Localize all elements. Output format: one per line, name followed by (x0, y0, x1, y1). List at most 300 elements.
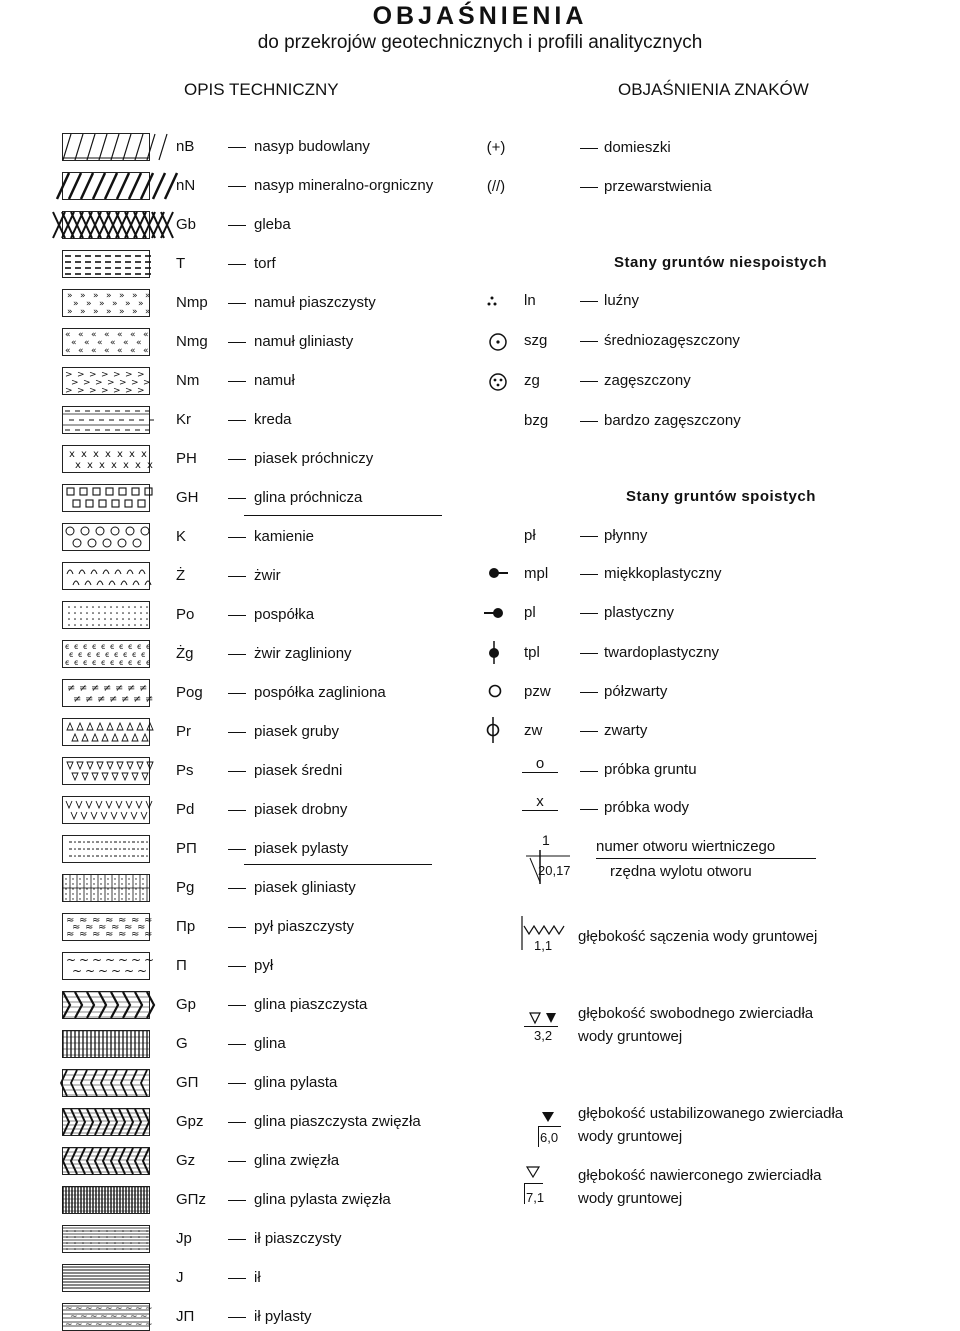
dash (228, 810, 246, 811)
svg-text:~: ~ (111, 964, 122, 978)
svg-text:~: ~ (110, 1312, 118, 1322)
svg-text:~: ~ (80, 1312, 88, 1322)
svg-text:≈: ≈ (79, 929, 88, 940)
soil-pattern-swatch (62, 913, 153, 941)
dash (228, 849, 246, 850)
svg-text:x: x (135, 460, 141, 471)
svg-text:x: x (147, 460, 153, 471)
svg-text:>: > (143, 378, 151, 388)
drilled-water-label-2: wody gruntowej (578, 1190, 683, 1207)
svg-text:>: > (95, 378, 103, 388)
svg-text:>: > (101, 386, 109, 396)
svg-text:«: « (117, 330, 123, 340)
sample-line (522, 810, 558, 811)
state-code: mpl (524, 565, 549, 582)
svg-text:≈: ≈ (124, 922, 133, 933)
svg-text:~: ~ (95, 1304, 103, 1314)
soil-pattern-swatch (62, 445, 153, 473)
dash (228, 654, 246, 655)
soil-description: piasek drobny (254, 801, 348, 818)
free-water-depth: 3,2 (534, 1028, 553, 1043)
svg-text:x: x (123, 460, 129, 471)
svg-text:~: ~ (144, 953, 155, 967)
svg-text:≠: ≠ (79, 683, 88, 694)
cohesive-states-heading: Stany gruntów spoistych (626, 488, 816, 505)
stabilized-water-label-2: wody gruntowej (578, 1128, 683, 1145)
dash (580, 771, 598, 772)
svg-text:x: x (69, 449, 75, 460)
divider (244, 515, 442, 516)
svg-text:x: x (129, 449, 135, 460)
soil-pattern-swatch (62, 640, 150, 668)
borehole-elevation: 20,17 (538, 863, 571, 878)
dash (228, 576, 246, 577)
soil-code: Gp (176, 996, 197, 1013)
soil-pattern-swatch (62, 757, 150, 785)
dash (580, 809, 598, 810)
soil-pattern-swatch (62, 211, 150, 239)
state-code: zg (524, 372, 540, 389)
dash (228, 1161, 246, 1162)
soil-pattern-swatch (62, 328, 150, 356)
state-code: bzg (524, 412, 549, 429)
dash (228, 420, 246, 421)
soil-code: Π (176, 957, 187, 974)
dash (228, 693, 246, 694)
svg-text:«: « (104, 330, 110, 340)
state-code: szg (524, 332, 548, 349)
svg-text:~: ~ (92, 953, 103, 967)
page-subtitle: do przekrojów geotechnicznych i profili analitycznych (257, 32, 703, 53)
svg-text:»: » (119, 307, 125, 317)
svg-text:≈: ≈ (66, 915, 75, 926)
svg-text:є: є (141, 650, 146, 659)
soil-code: Gpz (176, 1113, 204, 1130)
soil-pattern-swatch (62, 1186, 150, 1214)
svg-text:»: » (67, 307, 73, 317)
svg-text:є: є (87, 650, 92, 659)
water-sample-mark: x (536, 793, 544, 810)
svg-text:~: ~ (70, 1312, 78, 1322)
dash (228, 537, 246, 538)
dash (580, 381, 598, 382)
seepage-label: głębokość sączenia wody gruntowej (578, 928, 818, 945)
svg-text:>: > (101, 370, 109, 380)
svg-text:~: ~ (75, 1304, 83, 1314)
svg-text:»: » (132, 307, 138, 317)
dash (228, 615, 246, 616)
svg-text:«: « (136, 338, 142, 348)
soil-pattern-swatch (62, 484, 150, 512)
svg-text:є: є (101, 642, 106, 651)
soil-description: nasyp mineralno-orgniczny (254, 177, 434, 194)
soil-pattern-swatch (62, 289, 150, 317)
svg-text:≈: ≈ (137, 922, 146, 933)
state-desc: twardoplastyczny (604, 644, 720, 661)
dash (580, 574, 598, 575)
svg-text:≈: ≈ (144, 929, 153, 940)
soil-pattern-swatch (62, 835, 150, 863)
svg-text:»: » (112, 299, 118, 309)
dash (580, 731, 598, 732)
soil-pattern-swatch (62, 991, 150, 1019)
soil-code: Gb (176, 216, 197, 233)
svg-text:»: » (119, 291, 125, 301)
soil-code: GH (176, 489, 199, 506)
svg-text:x: x (75, 460, 81, 471)
soil-description: glina zwięzła (254, 1152, 340, 1169)
svg-text:«: « (78, 346, 84, 356)
svg-text:>: > (137, 370, 145, 380)
svg-text:~: ~ (135, 1320, 143, 1330)
svg-text:>: > (113, 386, 121, 396)
svg-text:«: « (130, 346, 136, 356)
soil-code: T (176, 255, 186, 272)
svg-text:»: » (80, 291, 86, 301)
svg-text:є: є (128, 658, 133, 667)
soil-code: PH (176, 450, 197, 467)
state-code: zw (524, 722, 543, 739)
dot-tail-top-icon (486, 640, 502, 671)
svg-text:є: є (78, 650, 83, 659)
soil-description: piasek pylasty (254, 840, 349, 857)
soil-pattern-swatch (62, 406, 150, 434)
dash (228, 732, 246, 733)
svg-text:≈: ≈ (105, 915, 114, 926)
svg-text:x: x (87, 460, 93, 471)
state-code: ln (524, 292, 536, 309)
dash (228, 888, 246, 889)
soil-code: JΠ (176, 1308, 195, 1325)
soil-code: Nmg (176, 333, 208, 350)
svg-text:>: > (77, 370, 85, 380)
dash (228, 1005, 246, 1006)
svg-text:«: « (91, 330, 97, 340)
svg-text:x: x (141, 449, 147, 460)
svg-text:»: » (80, 307, 86, 317)
dash (228, 1044, 246, 1045)
svg-text:~: ~ (85, 964, 96, 978)
svg-text:x: x (99, 460, 105, 471)
svg-text:~: ~ (131, 953, 142, 967)
circle-dots-icon (488, 372, 508, 397)
soil-code: Kr (176, 411, 191, 428)
header-technical-description: OPIS TECHNICZNY (184, 80, 339, 99)
svg-text:»: » (125, 299, 131, 309)
state-code: pł (524, 527, 536, 544)
svg-text:є: є (92, 642, 97, 651)
svg-text:є: є (101, 658, 106, 667)
soil-pattern-swatch (62, 1147, 150, 1175)
svg-text:є: є (83, 642, 88, 651)
dash (228, 1239, 246, 1240)
svg-text:є: є (123, 650, 128, 659)
svg-text:»: » (99, 299, 105, 309)
soil-code: PΠ (176, 840, 197, 857)
interlayer-label: przewarstwienia (604, 178, 712, 195)
svg-text:≈: ≈ (105, 929, 114, 940)
water-sample-label: próbka wody (604, 799, 690, 816)
soil-description: piasek średni (254, 762, 343, 779)
svg-text:«: « (84, 338, 90, 348)
svg-text:>: > (89, 370, 97, 380)
soil-code: GΠz (176, 1191, 206, 1208)
svg-text:~: ~ (118, 953, 129, 967)
svg-text:≠: ≠ (85, 694, 94, 705)
svg-text:є: є (132, 650, 137, 659)
page-title: OBJAŚNIENIA (372, 2, 588, 30)
svg-text:~: ~ (98, 964, 109, 978)
svg-text:x: x (105, 449, 111, 460)
dash (228, 771, 246, 772)
svg-text:»: » (145, 291, 151, 301)
svg-text:≈: ≈ (131, 929, 140, 940)
state-code: pzw (524, 683, 551, 700)
dot-tail-left-icon (482, 603, 506, 626)
svg-text:»: » (132, 291, 138, 301)
svg-text:«: « (78, 330, 84, 340)
svg-text:~: ~ (105, 1304, 113, 1314)
svg-text:~: ~ (85, 1320, 93, 1330)
soil-code: Ż (176, 567, 186, 584)
soil-pattern-swatch (62, 601, 150, 629)
soil-code: Pr (176, 723, 191, 740)
soil-code: Gz (176, 1152, 196, 1169)
svg-text:є: є (105, 650, 110, 659)
circle-dot-icon (488, 332, 508, 357)
svg-text:>: > (113, 370, 121, 380)
soil-description: glina piaszczysta (254, 996, 368, 1013)
soil-description: glina pylasta (254, 1074, 338, 1091)
dash (228, 264, 246, 265)
soil-code: K (176, 528, 187, 545)
svg-text:є: є (96, 650, 101, 659)
state-desc: średniozagęszczony (604, 332, 740, 349)
svg-text:»: » (73, 299, 79, 309)
svg-text:x: x (111, 460, 117, 471)
stabilized-water-depth: 6,0 (540, 1130, 559, 1145)
soil-description: pospółka zagliniona (254, 684, 386, 701)
svg-text:«: « (91, 346, 97, 356)
soil-description: kamienie (254, 528, 315, 545)
soil-description: pospółka (254, 606, 315, 623)
dash (228, 1083, 246, 1084)
soil-description: kreda (254, 411, 292, 428)
soil-pattern-swatch (62, 1225, 150, 1253)
soil-pattern-swatch (62, 133, 150, 161)
soil-pattern-swatch (62, 679, 154, 707)
svg-text:~: ~ (75, 1320, 83, 1330)
svg-text:>: > (65, 386, 73, 396)
svg-text:є: є (119, 658, 124, 667)
dash (228, 186, 246, 187)
soil-code: J (176, 1269, 184, 1286)
svg-text:≈: ≈ (66, 929, 75, 940)
state-desc: płynny (604, 527, 648, 544)
header-sign-explanations: OBJAŚNIENIA ZNAKÓW (618, 80, 809, 99)
dash (580, 148, 598, 149)
divider (596, 858, 816, 859)
svg-text:~: ~ (135, 1304, 143, 1314)
divider (244, 864, 432, 865)
state-code: pl (524, 604, 536, 621)
soil-code: Πp (176, 918, 196, 935)
svg-text:є: є (92, 658, 97, 667)
state-desc: plastyczny (604, 604, 675, 621)
svg-text:≠: ≠ (73, 694, 82, 705)
drilled-water-label-1: głębokość nawierconego zwierciadła (578, 1167, 822, 1184)
svg-text:~: ~ (95, 1320, 103, 1330)
soil-code: Nmp (176, 294, 208, 311)
svg-text:є: є (114, 650, 119, 659)
svg-text:«: « (123, 338, 129, 348)
dash (580, 692, 598, 693)
svg-text:~: ~ (120, 1312, 128, 1322)
svg-text:~: ~ (145, 1304, 153, 1314)
svg-text:~: ~ (115, 1304, 123, 1314)
svg-text:є: є (65, 642, 70, 651)
state-desc: bardzo zagęszczony (604, 412, 741, 429)
svg-text:≈: ≈ (79, 915, 88, 926)
soil-sample-mark: o (535, 755, 545, 772)
svg-text:≠: ≠ (121, 694, 130, 705)
svg-text:~: ~ (130, 1312, 138, 1322)
svg-text:є: є (110, 642, 115, 651)
svg-text:~: ~ (65, 1320, 73, 1330)
svg-text:≈: ≈ (92, 915, 101, 926)
soil-sample-label: próbka gruntu (604, 761, 697, 778)
borehole-number-label: numer otworu wiertniczego (596, 838, 776, 855)
dash (228, 381, 246, 382)
svg-text:~: ~ (65, 1304, 73, 1314)
svg-text:»: » (93, 307, 99, 317)
ring-icon (487, 683, 503, 704)
soil-code: Po (176, 606, 195, 623)
svg-text:≠: ≠ (103, 683, 112, 694)
dash (580, 613, 598, 614)
svg-text:~: ~ (115, 1320, 123, 1330)
soil-description: pył (254, 957, 274, 974)
soil-description: torf (254, 255, 276, 272)
soil-pattern-swatch (62, 1303, 153, 1331)
dash (228, 147, 246, 148)
svg-text:»: » (93, 291, 99, 301)
svg-text:≈: ≈ (72, 922, 81, 933)
svg-text:~: ~ (100, 1312, 108, 1322)
svg-text:»: » (67, 291, 73, 301)
soil-code: Nm (176, 372, 200, 389)
svg-text:≈: ≈ (98, 922, 107, 933)
dash (228, 342, 246, 343)
svg-text:»: » (106, 307, 112, 317)
state-desc: miękkoplastyczny (604, 565, 722, 582)
svg-text:>: > (125, 370, 133, 380)
soil-pattern-swatch (62, 1108, 150, 1136)
divider (524, 1026, 558, 1027)
soil-description: piasek gliniasty (254, 879, 356, 896)
soil-description: nasyp budowlany (254, 138, 370, 155)
svg-text:≈: ≈ (118, 915, 127, 926)
svg-text:~: ~ (66, 953, 77, 967)
soil-description: ił pylasty (254, 1308, 312, 1325)
svg-text:«: « (143, 346, 149, 356)
soil-pattern-swatch (62, 952, 155, 980)
soil-description: glina próchnicza (254, 489, 363, 506)
sample-line (522, 772, 558, 773)
svg-text:≠: ≠ (145, 694, 154, 705)
soil-pattern-swatch (62, 1069, 150, 1097)
svg-text:>: > (131, 378, 139, 388)
soil-code: G (176, 1035, 188, 1052)
soil-pattern-swatch (62, 874, 150, 902)
dash (228, 1200, 246, 1201)
state-desc: półzwarty (604, 683, 668, 700)
soil-description: piasek próchniczy (254, 450, 374, 467)
dash (228, 303, 246, 304)
dash (228, 1317, 246, 1318)
svg-text:«: « (117, 346, 123, 356)
state-desc: zwarty (604, 722, 648, 739)
svg-text:≈: ≈ (111, 922, 120, 933)
state-code: tpl (524, 644, 540, 661)
svg-text:x: x (117, 449, 123, 460)
svg-text:≈: ≈ (118, 929, 127, 940)
dash (228, 1122, 246, 1123)
svg-text:x: x (81, 449, 87, 460)
svg-text:>: > (83, 378, 91, 388)
svg-text:є: є (128, 642, 133, 651)
soil-description: gleba (254, 216, 291, 233)
soil-code: Pg (176, 879, 195, 896)
svg-text:~: ~ (140, 1312, 148, 1322)
svg-text:≠: ≠ (127, 683, 136, 694)
drilled-water-symbol (524, 1165, 544, 1184)
soil-description: glina (254, 1035, 286, 1052)
ring-line-icon (485, 716, 501, 749)
svg-text:»: » (145, 307, 151, 317)
svg-text:≠: ≠ (133, 694, 142, 705)
svg-text:»: » (86, 299, 92, 309)
soil-description: ił (254, 1269, 261, 1286)
dash (580, 187, 598, 188)
svg-text:»: » (106, 291, 112, 301)
svg-text:>: > (77, 386, 85, 396)
soil-description: ił piaszczysty (254, 1230, 342, 1247)
svg-text:~: ~ (105, 1320, 113, 1330)
svg-text:~: ~ (90, 1312, 98, 1322)
soil-code: nB (176, 138, 195, 155)
dash (580, 301, 598, 302)
dash (228, 225, 246, 226)
svg-text:~: ~ (124, 964, 135, 978)
svg-text:>: > (125, 386, 133, 396)
dash (228, 459, 246, 460)
soil-description: glina piaszczysta zwięzła (254, 1113, 421, 1130)
interlayer-symbol: (//) (486, 178, 506, 195)
svg-text:≠: ≠ (139, 683, 148, 694)
svg-text:~: ~ (125, 1320, 133, 1330)
svg-text:«: « (71, 338, 77, 348)
soil-description: glina pylasta zwięzła (254, 1191, 391, 1208)
soil-pattern-swatch (62, 718, 150, 746)
svg-text:є: є (110, 658, 115, 667)
state-desc: luźny (604, 292, 640, 309)
soil-code: Jp (176, 1230, 192, 1247)
drilled-water-depth: 7,1 (526, 1190, 545, 1205)
soil-code: Żg (176, 645, 194, 662)
soil-pattern-swatch (62, 1030, 150, 1058)
svg-text:«: « (110, 338, 116, 348)
